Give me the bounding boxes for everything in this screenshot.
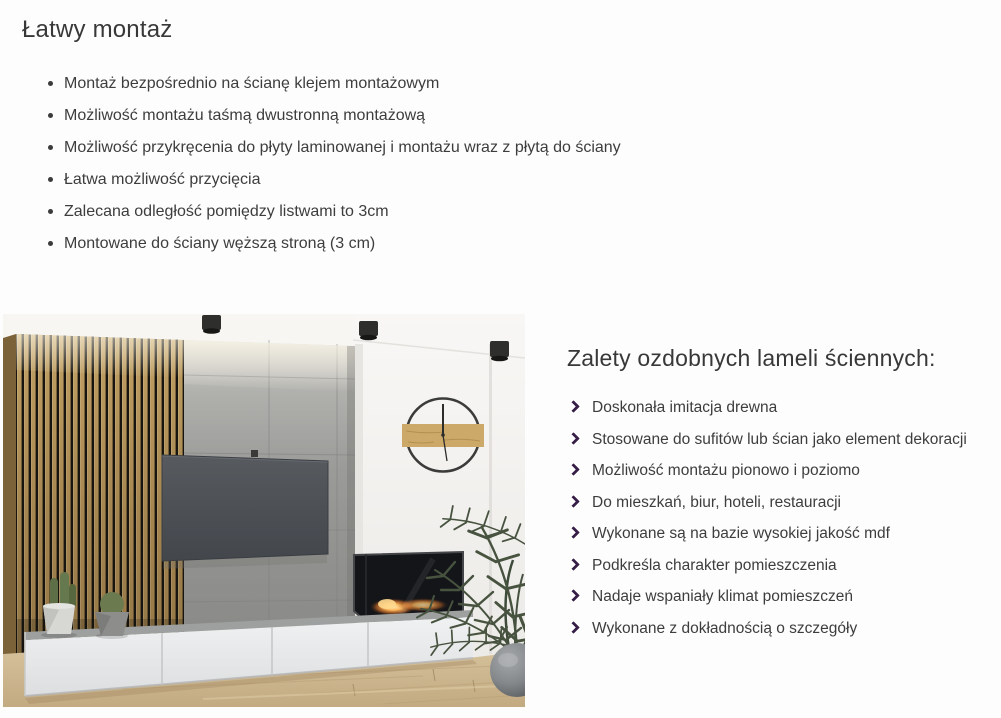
- easy-mount-item: [22, 202, 982, 221]
- chevron-right-icon: [567, 526, 580, 539]
- fireplace: [354, 552, 463, 621]
- chevron-right-icon: [567, 589, 580, 602]
- benefit-item-text: Wykonane z dokładnością o szczegóły: [592, 619, 858, 637]
- benefit-item-text: Możliwość montażu pionowo i poziomo: [592, 462, 860, 479]
- easy-mount-item: [22, 74, 982, 93]
- benefits-section: [567, 344, 997, 650]
- easy-mount-item-text: Zalecana odległość pomiędzy listwami to 3cm: [64, 203, 389, 220]
- chevron-right-icon: [567, 463, 580, 476]
- benefit-item-text: Podkreśla charakter pomieszczenia: [592, 556, 837, 574]
- bullet-dot-icon: [48, 113, 53, 118]
- easy-mount-item: [22, 106, 982, 125]
- benefit-item: [567, 493, 997, 512]
- bullet-dot-icon: [48, 177, 53, 182]
- benefit-item: [567, 461, 997, 480]
- benefit-item: [567, 398, 997, 417]
- chevron-right-icon: [567, 432, 580, 445]
- easy-mount-item-text: Montowane do ściany węższą stroną (3 cm): [64, 235, 376, 252]
- bullet-dot-icon: [48, 145, 53, 150]
- benefits-title: Zalety ozdobnych lameli ściennych:: [567, 345, 936, 371]
- easy-mount-item-text: Możliwość montażu taśmą dwustronną montażową: [64, 107, 426, 124]
- benefit-item: [567, 619, 997, 638]
- benefit-item-text: Nadaje wspaniały klimat pomieszczeń: [592, 588, 854, 605]
- chevron-right-icon: [567, 495, 580, 508]
- benefits-list: [567, 398, 997, 638]
- room-photo: [3, 314, 525, 707]
- easy-mount-item: [22, 234, 982, 253]
- tv: [162, 450, 328, 569]
- benefit-item: [567, 556, 997, 575]
- easy-mount-item: [22, 170, 982, 189]
- easy-mount-list: [22, 74, 982, 253]
- easy-mount-item-text: Możliwość przykręcenia do płyty laminowanej i montażu wraz z płytą do ściany: [64, 139, 621, 156]
- benefit-item: [567, 430, 997, 449]
- bullet-dot-icon: [48, 241, 53, 246]
- benefit-item: [567, 587, 997, 606]
- benefit-item-text: Do mieszkań, biur, hoteli, restauracji: [592, 493, 841, 511]
- benefit-item-text: Wykonane są na bazie wysokiej jakość mdf: [592, 525, 890, 542]
- chevron-right-icon: [567, 621, 580, 634]
- room-photo-illustration: [3, 314, 525, 707]
- easy-mount-title: Łatwy montaż: [22, 16, 173, 43]
- benefit-item-text: Doskonała imitacja drewna: [592, 399, 778, 416]
- benefit-item-text: Stosowane do sufitów lub ścian jako element dekoracji: [592, 430, 967, 448]
- bullet-dot-icon: [48, 209, 53, 214]
- easy-mount-section: [22, 0, 982, 266]
- easy-mount-item-text: Łatwa możliwość przycięcia: [64, 171, 261, 188]
- bullet-dot-icon: [48, 81, 53, 86]
- easy-mount-item-text: Montaż bezpośrednio na ścianę klejem montażowym: [64, 75, 440, 92]
- chevron-right-icon: [567, 400, 580, 413]
- benefit-item: [567, 524, 997, 543]
- easy-mount-item: [22, 138, 982, 157]
- chevron-right-icon: [567, 558, 580, 571]
